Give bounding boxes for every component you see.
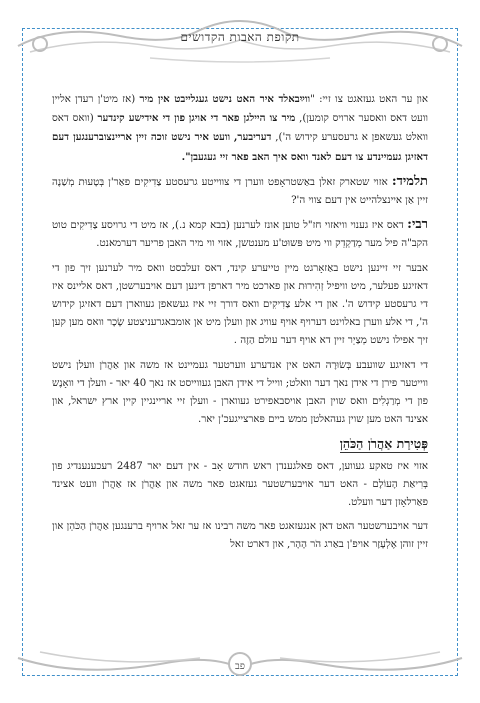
paragraph-1: און ער האט געזאגט צו זיי: "ווײַבאלד איר האט נישט געגלייבט אין מיר (אז מיט'ן רעדן אליין וועט דאס וואסער ארויס קומען), מיר צו היילגן פאר די אויגן פון די אידישע קינדער (וואס דאס וואלט געשאפן א גרעסערע קידוש ה'), דעריבער, וועט איר נישט זוכה זיין אריינצוברענגען דעם דאזיגן געמיינדע צו דעם לאנד וואס איך האב פאר זיי געגעבן". [52, 93, 428, 163]
page-number: פב [234, 661, 246, 672]
running-header: תקופת האבות הקדושים [180, 30, 300, 44]
speaker-label: רבי: [407, 217, 428, 233]
section-title: פְּטִירַת אַהֲרֹן הַכֹּהֵן [339, 436, 428, 452]
paragraph-4: אבער זיי זיינען נישט באַזאָרגט מיין טייערע קינד, דאס זעלבסט וואס מיר לערנען זיך פון די דאזיגע פעלער, מיט וויפיל זְהִירוּת און פארכט מיר דארפן דינען דעם אויבערשטן, דאס אליינס איז די גרעסטע קידוש ה'. און די אלע צַדִיקִים וואס דורך זיי איז געשאפן געווארן דעם דאזיגן קידוש ה', די אלע ווערן באלוינט דערויף אויף עוויג און וועלן מיט אן אומבאגרעניצטע שָׂכָר וואס מען קען זיך אפילו נישט מְצַיֵר זיין דא אויף דער עולם הַזֶה . [52, 262, 428, 347]
paragraph-2: תלמיד: אזוי שטארק זאלן באַשטראָפט ווערן די צווייטע גרעסטע צַדִיקִים פאַר'ן בְּטָעוּת מְשַׁנֶה זיין אַן איינצלהייט אין דעם צווי ה'? [52, 173, 428, 207]
paragraph-6: אזוי איז טאקע געווען, דאס פאלגענדן ראש חודש אָב - אין דעם יאר 2487 רעכענענדיג פון בְּרִיאַת הָעוֹלָם - האט דער אויבערשטער געזאגט פאר משה און אַהֲרֹן אז אַהֲרֹן וועט אצינד פאַרלאָזן דער וועלט. [52, 460, 428, 509]
speaker-label: תלמיד: [391, 173, 428, 189]
paragraph-5: די דאזיגע שוועבע בְּשׂוּרָה האט אין אנדערע ווערטער געמיינט אז משה און אַהֲרֹן וועלן נישט ווייטער פירן די אידן נאך דער וואלט; ווייל די אידן האבן געווייסט אז נאך 40 יאר - וועלן די וואָנֶש פון די מְרַגְלִים וואס שוין האבן אויסבאפירט געווארן - וועלן זיי אריינגיין קיין ארץ ישראל, און אצינד האט מען שוין געהאלטן ממש ביים פּארצייגעכ'ן יאר. [52, 359, 428, 426]
paragraph-3: רבי: דאס איז גענוי וויאזוי חז"ל טוען אונז לערנען (בבא קמא נ.), אז מיט די גרויסע צַדִיקִים טוט הקב"ה פיל מער מְדַקְדֵק ווי מיט פּשוּט'ע מענטשן, אזוי ווי מיר האבן פריער דערמאנט. [52, 217, 428, 250]
page-body [52, 90, 428, 630]
paragraph-7: דער אויבערשטער האט דאן אנגעזאגט פאר משה רבינו אז ער זאל ארויף ברענגען אַהֲרֹן הַכֹּהֵן און זיין זוהן אֶלְעָזָר אויפ'ן באַרג הֹר הָהָר, און דארט זאל [52, 521, 428, 551]
